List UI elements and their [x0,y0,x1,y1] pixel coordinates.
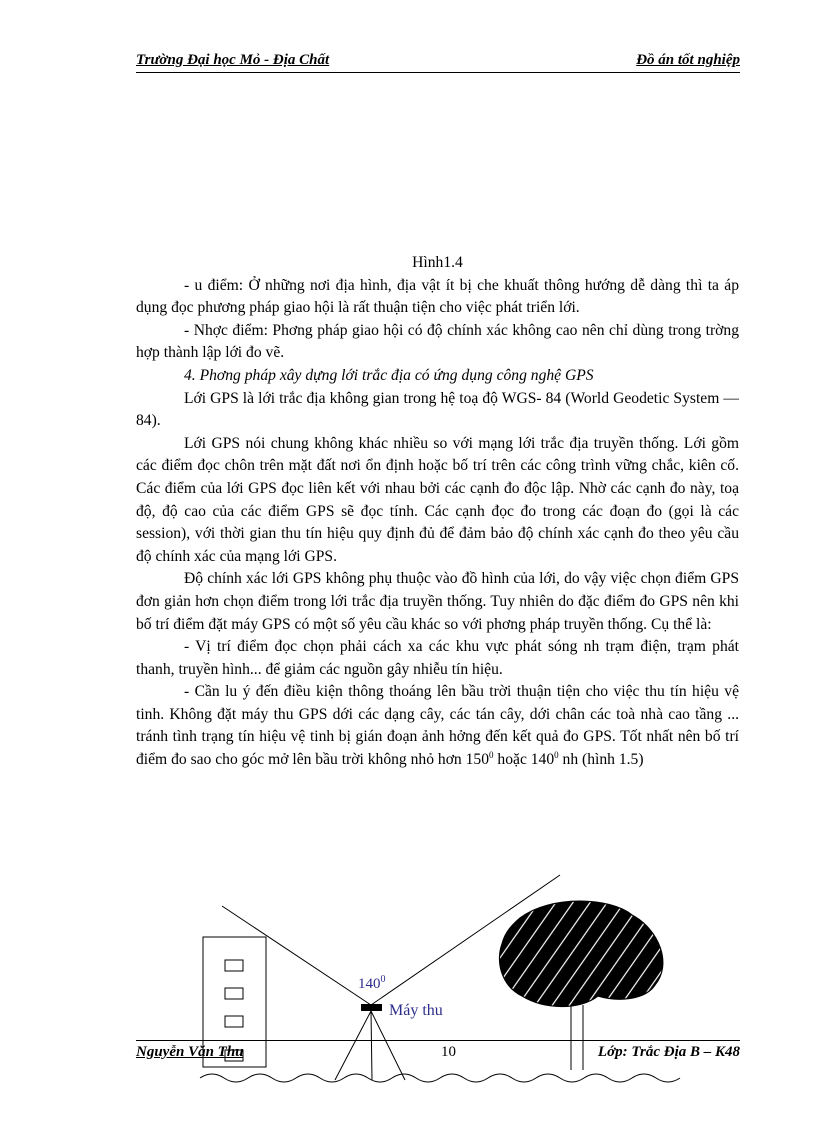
footer-author: Nguyễn Văn Thu [136,1044,244,1060]
section-heading: 4. Phơng pháp xây dựng lới trắc địa có ứng dụng công nghệ GPS [184,366,594,384]
sky-text-b: hoặc 140 [493,751,555,769]
paragraph-disadvantages: - Nhợc điểm: Phơng pháp giao hội có độ chính xác không cao nên chỉ dùng trong trờng hợp thành lập lới đo vẽ. [136,321,739,362]
header-school: Trường Đại học Mỏ - Địa Chất [136,52,330,68]
angle-value: 140 [358,976,381,992]
paragraph-advantages: - u điểm: Ở những nơi địa hình, địa vật ít bị che khuất thông hướng dễ dàng thì ta áp dụng đọc phương pháp giao hội là rất thuận tiện cho việc phát triển lới. [136,276,739,317]
footer-class: Lớp: Trắc Địa B – K48 [597,1044,740,1060]
ground-line [200,1074,680,1082]
degree-sup-2: 0 [554,749,559,760]
figure-caption: Hình1.4 [412,254,463,271]
paragraph-gps-network: Lới GPS nói chung không khác nhiều so với mạng lới trắc địa truyền thống. Lới gồm các điểm đọc chôn trên mặt đất nơi ổn định hoặc bố trí trên các công trình vững chắc, kiên cố. Các điểm của lới GPS đọc liên kết với nhau bởi các cạnh đo độc lập. Nhờ các cạnh đo này, toạ độ, độ cao của các điểm GPS sẽ đọc tính. Các cạnh đọc đo trong các đoạn đo (gọi là các session), với thời gian thu tín hiệu quy định đủ để đảm bảo độ chính xác cạnh đo theo yêu cầu độ chính xác của mạng lới GPS. [136,434,739,565]
angle-label [358,974,386,992]
receiver-label: Máy thu [389,1002,443,1019]
paragraph-gps-intro: Lới GPS là lới trắc địa không gian trong hệ toạ độ WGS- 84 (World Geodetic System — 84). [136,389,739,430]
header-doc-type: Đồ án tốt nghiệp [636,52,740,68]
footer-rule [136,1040,740,1041]
footer-page-number: 10 [441,1044,456,1060]
sky-text-a: - Cần lu ý đến điều kiện thông thoáng lên bầu trời thuận tiện cho việc thu tín hiệu vệ tinh. Không đặt máy thu GPS dới các dạng cây, các tán cây, dới chân các toà nhà cao tầng ... tránh tình trạng tín hiệu vệ tinh bị gián đoạn ảnh hởng đến kết quả đo GPS. Tốt nhất nên bố trí điểm đo sao cho góc mở lên bầu trời không nhỏ hơn 150 [136,683,739,769]
angle-degree: 0 [380,974,386,985]
paragraph-site-interference: - Vị trí điểm đọc chọn phải cách xa các khu vực phát sóng nh trạm điện, trạm phát thanh, truyền hình... để giảm các nguồn gây nhiễu tín hiệu. [136,638,739,678]
sky-text-c: nh (hình 1.5) [558,751,644,769]
degree-sup-1: 0 [489,749,494,760]
paragraph-gps-accuracy: Độ chính xác lới GPS không phụ thuộc vào đồ hình của lới, do vậy việc chọn điểm GPS đơn giản hơn chọn điểm trong lới trắc địa truyền thống. Tuy nhiên do đặc điểm đo GPS nên khi bố trí điểm đặt máy GPS có một số yêu cầu khác so với phơng pháp truyền thống. Cụ thể là: [136,570,739,633]
